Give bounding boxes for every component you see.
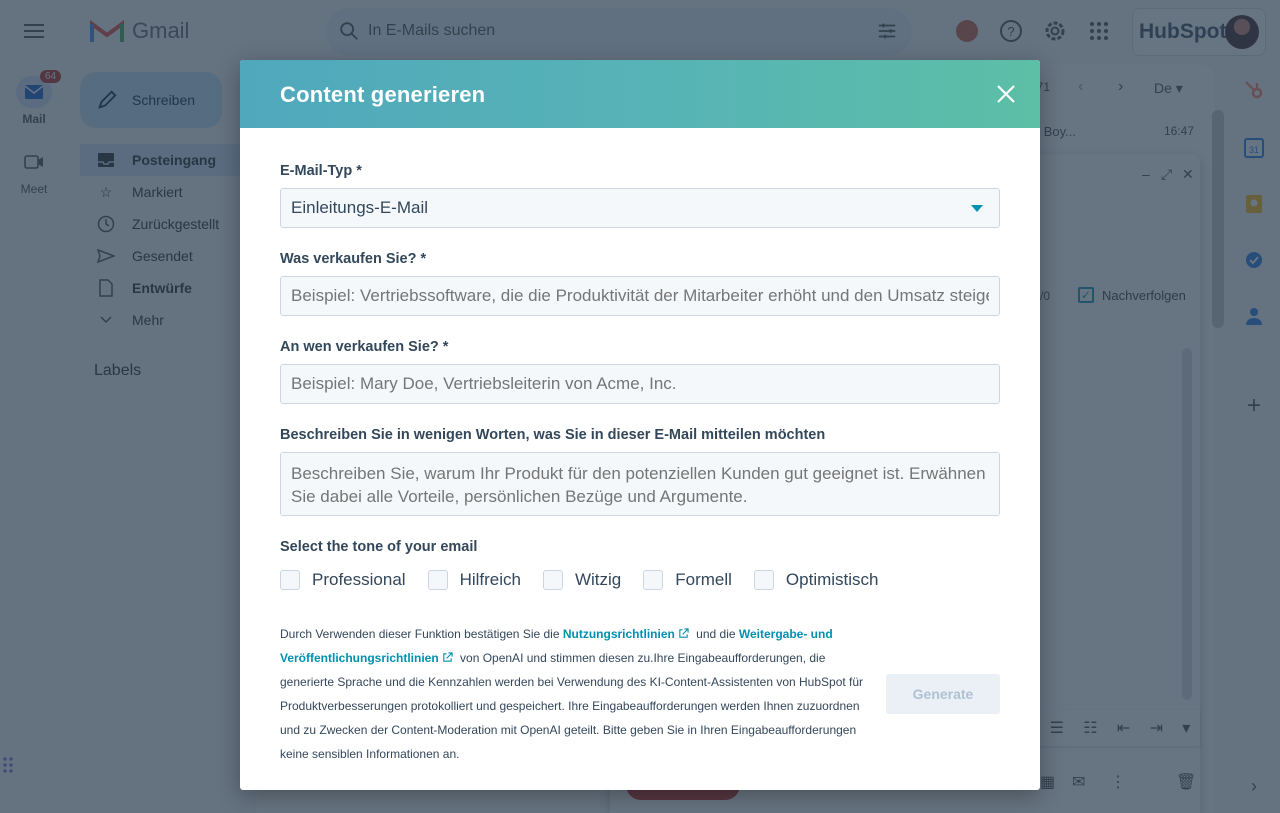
to-whom-input[interactable] bbox=[280, 364, 1000, 404]
email-type-select[interactable] bbox=[280, 188, 1000, 228]
what-selling-label: Was verkaufen Sie? * bbox=[280, 251, 427, 267]
checkbox-icon bbox=[428, 570, 448, 590]
describe-label: Beschreiben Sie in wenigen Worten, was Sie in dieser E-Mail mitteilen möchten bbox=[280, 427, 826, 443]
close-icon[interactable] bbox=[994, 82, 1018, 106]
tone-option-label: Formell bbox=[675, 570, 732, 589]
checkbox-icon bbox=[643, 570, 663, 590]
tone-hilfreich-checkbox[interactable] bbox=[428, 570, 521, 590]
tone-professional-checkbox[interactable] bbox=[280, 570, 406, 590]
tone-witzig-checkbox[interactable] bbox=[543, 570, 621, 590]
caret-down-icon bbox=[971, 205, 983, 212]
disclaimer-text: und die bbox=[692, 627, 739, 641]
tone-optimistisch-checkbox[interactable] bbox=[754, 570, 879, 590]
email-type-label: E-Mail-Typ * bbox=[280, 163, 362, 179]
dialog-title: Content generieren bbox=[280, 82, 486, 107]
tone-label: Select the tone of your email bbox=[280, 539, 478, 555]
what-selling-input[interactable] bbox=[280, 276, 1000, 316]
tone-options bbox=[280, 570, 901, 590]
disclaimer-text: Durch Verwenden dieser Funktion bestätigen Sie die bbox=[280, 627, 563, 641]
email-type-value: Einleitungs-E-Mail bbox=[291, 198, 428, 217]
tone-option-label: Witzig bbox=[574, 570, 622, 589]
to-whom-label: An wen verkaufen Sie? * bbox=[280, 339, 449, 355]
tone-option-label: Hilfreich bbox=[459, 570, 521, 589]
tone-option-label: Professional bbox=[312, 570, 406, 589]
checkbox-icon bbox=[543, 570, 563, 590]
tone-formell-checkbox[interactable] bbox=[643, 570, 732, 590]
tone-option-label: Optimistisch bbox=[785, 570, 879, 589]
link-text: Nutzungsrichtlinien bbox=[562, 627, 675, 641]
content-generator-dialog bbox=[240, 60, 1040, 790]
describe-textarea[interactable] bbox=[280, 452, 1000, 516]
usage-policy-link[interactable] bbox=[563, 627, 693, 641]
generate-button[interactable]: Generate bbox=[886, 674, 1000, 714]
disclaimer-text: von OpenAI und stimmen diesen zu.Ihre Eingabeaufforderungen, die generierte Sprache und die Kennzahlen werden bei Verwendung des KI-Content-Assistenten von HubSpot für Produktverbesserungen protokolliert und gespeichert. Ihre Eingabeaufforderungen werden Ihnen zuzuordnen und zu Zwecken der Content-Moderation mit OpenAI geteilt. Bitte geben Sie in Ihren Eingabeaufforderungen keine sensiblen Informationen an. bbox=[280, 651, 864, 761]
external-link-icon bbox=[442, 652, 453, 663]
link-text: Weitergabe- und Veröffentlichungsrichtlinien bbox=[280, 627, 833, 665]
checkbox-icon bbox=[754, 570, 774, 590]
checkbox-icon bbox=[280, 570, 300, 590]
external-link-icon bbox=[678, 628, 689, 639]
openai-disclaimer bbox=[280, 622, 880, 766]
dialog-header bbox=[240, 60, 1040, 128]
